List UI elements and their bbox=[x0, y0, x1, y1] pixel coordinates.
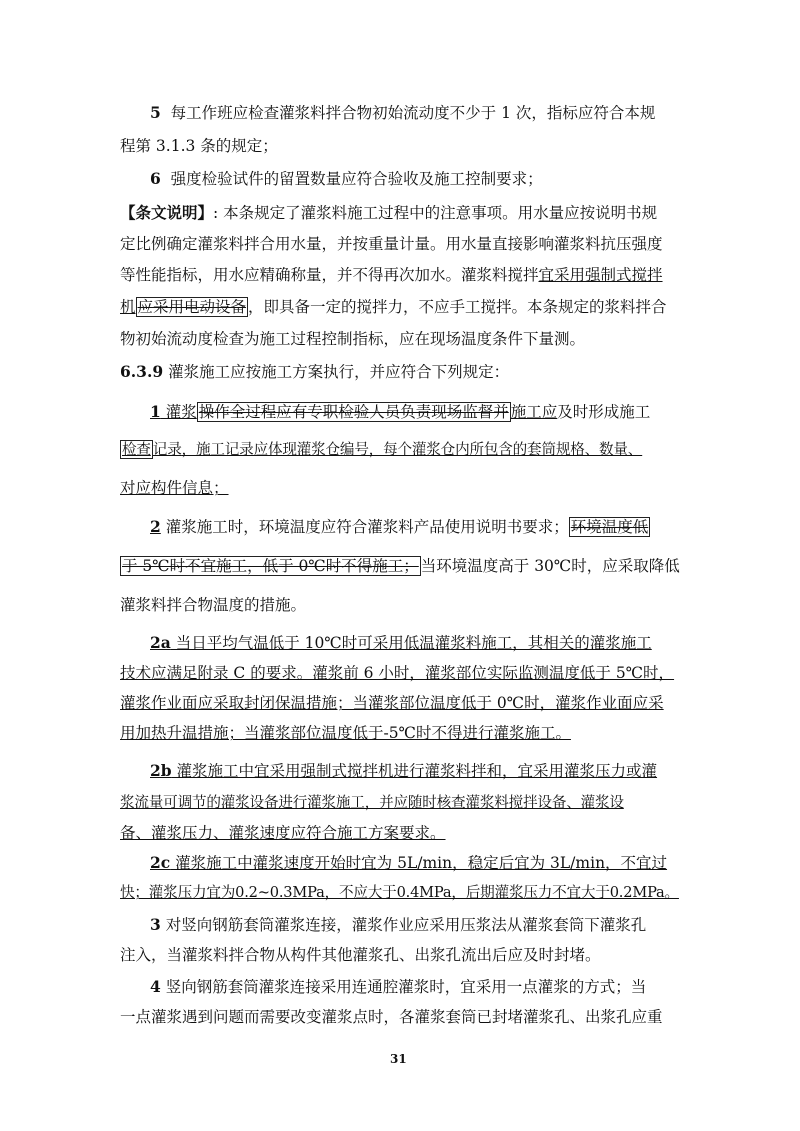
item-1-line-2 bbox=[120, 437, 685, 463]
item-text: 一点灌浆遇到问题而需要改变灌浆点时，各灌浆套筒已封堵灌浆孔、出浆孔应重 bbox=[120, 1008, 663, 1026]
underlined-insertion: 技术应满足附录 C 的要求。灌浆前 6 小时，灌浆部位实际监测温度低于 5℃时， bbox=[120, 664, 675, 682]
section-number: 6.3.9 bbox=[120, 362, 164, 381]
underlined-insertion: 当日平均气温低于 10℃时可采用低温灌浆料施工，其相关的灌浆施工 bbox=[170, 634, 652, 652]
explanation-line-3 bbox=[120, 262, 685, 288]
item-3-line-2 bbox=[120, 942, 685, 968]
explanation-line-1 bbox=[120, 200, 685, 226]
item-1-line-3 bbox=[120, 475, 685, 501]
explanation-label: 【条文说明】 bbox=[120, 203, 214, 222]
underlined-insertion: 用加热升温措施；当灌浆部位温度低于-5℃时不得进行灌浆施工。 bbox=[120, 724, 571, 742]
underlined-insertion: 宜采用强制式搅拌 bbox=[538, 266, 663, 284]
item-2c-line-2 bbox=[120, 880, 685, 906]
boxed-deletion: 于 5℃时不宜施工，低于 0℃时不得施工； bbox=[122, 557, 419, 575]
item-number: 1 bbox=[150, 402, 161, 421]
item-2-line-2 bbox=[120, 553, 685, 579]
underlined-insertion: ，施工记录应体现灌浆仓编号，每个灌浆仓内所包含的套筒规格、数量、 bbox=[181, 441, 643, 458]
item-2a-line-4 bbox=[120, 720, 685, 746]
item-number: 6 bbox=[150, 169, 161, 188]
item-text: 当环境温度高于 30℃时，应采取降低 bbox=[420, 557, 680, 575]
boxed-deletion: 应采用电动设备 bbox=[137, 298, 247, 316]
underlined-insertion: 灌浆施工中灌浆速度开始时宜为 5L/min，稳定后宜为 3L/min，不宜过 bbox=[170, 854, 668, 872]
item-text: 竖向钢筋套筒灌浆连接采用连通腔灌浆时，宜采用一点灌浆的方式；当 bbox=[160, 978, 647, 996]
item-2c-line-1 bbox=[150, 850, 685, 876]
item-2b-line-2 bbox=[120, 790, 685, 816]
item-5-line-1 bbox=[150, 100, 685, 126]
explanation-line-4 bbox=[120, 294, 685, 320]
item-2a-line-1 bbox=[150, 630, 685, 656]
explanation-text: 等性能指标，用水应精确称量，并不得再次加水。灌浆料搅拌 bbox=[120, 266, 539, 284]
item-text: 每工作班应检查灌浆料拌合物初始流动度不少于 1 次，指标应符合本规 bbox=[170, 104, 656, 122]
section-text: 灌浆施工应按施工方案执行，并应符合下列规定： bbox=[163, 363, 510, 381]
item-2-line-1 bbox=[150, 514, 685, 540]
underlined-insertion: 快；灌浆压力宜为0.2~0.3MPa，不应大于0.4MPa，后期灌浆压力不宜大于0.2MPa。 bbox=[120, 884, 679, 901]
item-2a-line-2 bbox=[120, 660, 685, 686]
underlined-insertion: 机 bbox=[120, 298, 136, 316]
item-number: 2b bbox=[150, 761, 172, 780]
item-2-line-3 bbox=[120, 592, 685, 618]
explanation-text: 定比例确定灌浆料拌合用水量，并按重量计量。用水量直接影响灌浆料抗压强度 bbox=[120, 235, 663, 253]
underlined-insertion: 浆流量可调节的灌浆设备进行灌浆施工，并应随时核查灌浆料搅拌设备、灌浆设 bbox=[120, 794, 624, 811]
item-text: 注入，当灌浆料拌合物从构件其他灌浆孔、出浆孔流出后应及时封堵。 bbox=[120, 946, 601, 964]
item-number: 2 bbox=[150, 517, 161, 536]
item-number: 2a bbox=[150, 633, 171, 652]
boxed-deletion: 操作全过程应有专职检验人员负责现场监督并 bbox=[198, 403, 509, 421]
item-text: 对竖向钢筋套筒灌浆连接，灌浆作业应采用压浆法从灌浆套筒下灌浆孔 bbox=[160, 916, 647, 934]
item-4-line-1 bbox=[150, 974, 685, 1000]
item-number: 4 bbox=[150, 977, 161, 996]
item-text: 程第 3.1.3 条的规定； bbox=[120, 137, 278, 155]
boxed-insertion: 检查 bbox=[122, 441, 151, 458]
underlined-insertion: 施工应 bbox=[510, 403, 558, 421]
explanation-text: : 本条规定了灌浆料施工过程中的注意事项。用水量应按说明书规 bbox=[213, 204, 658, 222]
item-text: 及时形成施工 bbox=[557, 403, 651, 421]
item-number: 3 bbox=[150, 915, 161, 934]
item-5-line-2 bbox=[120, 133, 685, 159]
underlined-insertion: 备、灌浆压力、灌浆速度应符合施工方案要求。 bbox=[120, 824, 446, 842]
item-3-line-1 bbox=[150, 912, 685, 938]
item-6-line bbox=[150, 166, 685, 192]
item-text: 灌浆 bbox=[160, 403, 197, 421]
boxed-deletion: 环境温度低 bbox=[570, 518, 649, 536]
item-4-line-2 bbox=[120, 1004, 685, 1030]
underlined-insertion: 记录 bbox=[152, 441, 182, 458]
section-heading bbox=[120, 359, 685, 385]
item-2b-line-1 bbox=[150, 758, 685, 784]
explanation-line-2 bbox=[120, 231, 685, 257]
item-number: 2c bbox=[150, 853, 171, 872]
explanation-text: 物初始流动度检查为施工过程控制指标，应在现场温度条件下量测。 bbox=[120, 330, 586, 348]
page-number: 31 bbox=[390, 1052, 407, 1066]
item-text: 灌浆料拌合物温度的措施。 bbox=[120, 596, 307, 614]
item-1-line-1 bbox=[150, 399, 685, 425]
item-text: 强度检验试件的留置数量应符合验收及施工控制要求； bbox=[170, 170, 543, 188]
underlined-insertion: 灌浆施工中宜采用强制式搅拌机进行灌浆料拌和，宜采用灌浆压力或灌 bbox=[171, 762, 658, 780]
item-text: 灌浆施工时，环境温度应符合灌浆料产品使用说明书要求； bbox=[160, 518, 569, 536]
item-2b-line-3 bbox=[120, 820, 685, 846]
explanation-line-5 bbox=[120, 326, 685, 352]
item-2a-line-3 bbox=[120, 690, 685, 716]
explanation-text: ，即具备一定的搅拌力，不应手工搅拌。本条规定的浆料拌合 bbox=[248, 298, 667, 316]
item-number: 5 bbox=[150, 103, 161, 122]
underlined-insertion: 灌浆作业面应采取封闭保温措施；当灌浆部位温度低于 0℃时，灌浆作业面应采 bbox=[120, 694, 664, 712]
underlined-insertion: 对应构件信息； bbox=[120, 479, 229, 497]
